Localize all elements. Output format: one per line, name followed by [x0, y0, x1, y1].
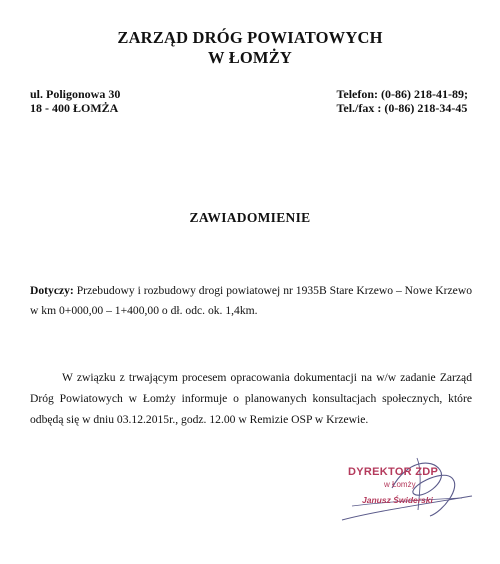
organization-name-line1: ZARZĄD DRÓG POWIATOWYCH	[117, 28, 383, 47]
organization-name	[0, 28, 500, 68]
postal-city: 18 - 400 ŁOMŻA	[30, 101, 119, 115]
fax-number: Tel./fax : (0-86) 218-34-45	[336, 101, 468, 115]
contact-block	[336, 87, 468, 115]
signature-stamp	[322, 450, 482, 540]
address-block	[30, 87, 120, 115]
stamp-name: Janusz Świderski	[362, 495, 433, 505]
body-text: W związku z trwającym procesem opracowania dokumentacji na w/w zadanie Zarząd Dróg Powiatowych w Łomży informuje o planowanych konsultacjach społecznych, które odbędą się w dniu 03.12.2015r., godz. 12.00 w Remizie OSP w Krzewie.	[30, 371, 472, 426]
stamp-subtitle: w Łomży	[384, 480, 416, 489]
document-title: ZAWIADOMIENIE	[189, 210, 311, 225]
body-paragraph	[30, 367, 472, 430]
subject-label: Dotyczy:	[30, 284, 74, 297]
street-address: ul. Poligonowa 30	[30, 87, 121, 101]
organization-name-line2: W ŁOMŻY	[207, 48, 293, 67]
phone-number: Telefon: (0-86) 218-41-89;	[336, 87, 468, 101]
subject-text: Przebudowy i rozbudowy drogi powiatowej nr 1935B Stare Krzewo – Nowe Krzewo w km 0+000,00 – 1+400,00 o dł. odc. ok. 1,4km.	[30, 284, 472, 317]
subject-paragraph	[30, 281, 472, 321]
stamp-title: DYREKTOR ZDP	[348, 466, 439, 478]
